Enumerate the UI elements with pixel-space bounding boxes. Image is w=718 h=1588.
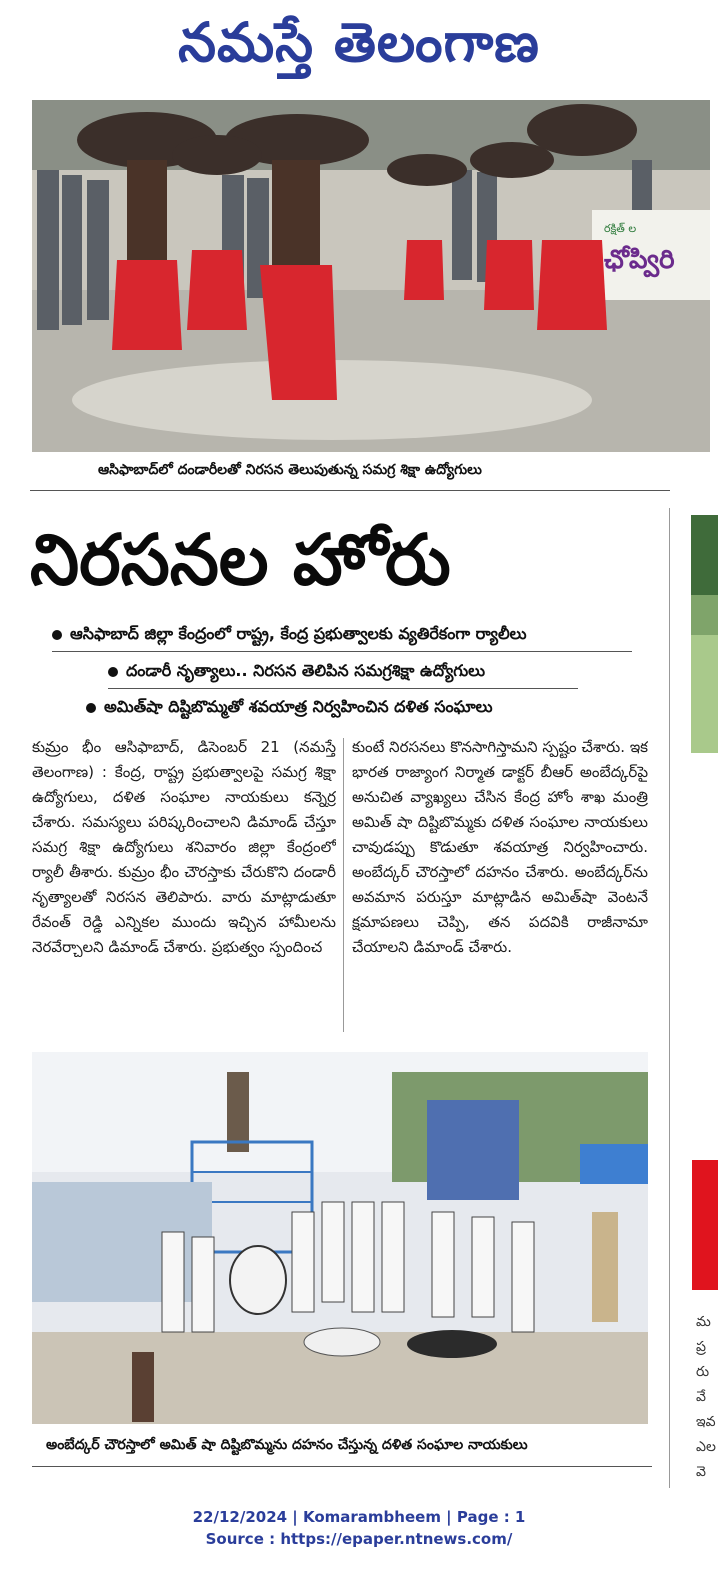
bullet-icon — [108, 667, 118, 677]
bottom-photo — [32, 1052, 648, 1424]
fragment-line: వె — [696, 1464, 706, 1480]
subhead-2 — [108, 661, 485, 684]
fragment-line: ఎల — [696, 1439, 716, 1455]
article-column-1: కుమ్రం భీం ఆసిఫాబాద్, డిసెంబర్ 21 (నమస్తే తెలంగాణ) : కేంద్ర, రాష్ట్ర ప్రభుత్వాలపై సమగ్ర శిక్షా ఉద్యోగులు, దళిత సంఘాల నాయకులు కన్నెర్ర చేశారు. సమస్యలు పరిష్కరించాలని డిమాండ్ చేస్తూ సమగ్ర శిక్షా ఉద్యోగులు శనివారం జిల్లా కేంద్రంలో ర్యాలీ తీశారు. కుమ్రం భీం చౌరస్తాకు చేరుకొని దండారీ నృత్యాలతో నిరసన తెలిపారు. వారు మాట్లాడుతూ రేవంత్ రెడ్డి ఎన్నికల ముందు ఇచ్చిన హామీలను నెరవేర్చాలని డిమాండ్ చేశారు. ప్రభుత్వం స్పందించ — [32, 738, 336, 956]
top-photo — [32, 100, 710, 452]
subhead-divider-2 — [108, 688, 578, 689]
adjacent-red-banner — [692, 1160, 718, 1290]
masthead-title: నమస్తే తెలంగాణ — [178, 10, 540, 74]
subhead-3 — [86, 697, 493, 720]
dancers-photo — [32, 100, 710, 452]
masthead — [0, 0, 718, 96]
top-photo-caption: ఆసిఫాబాద్‌లో దండారీలతో నిరసన తెలుపుతున్న సమగ్ర శిక్షా ఉద్యోగులు — [98, 462, 482, 478]
footer-date-page: 22/12/2024 | Komarambheem | Page : 1 — [192, 1508, 526, 1526]
subhead-divider-1 — [52, 651, 632, 652]
fragment-line: రు — [696, 1364, 710, 1380]
subhead-1 — [52, 624, 527, 647]
right-column-rule — [669, 508, 670, 1488]
fragment-line: మ — [696, 1314, 711, 1330]
banner-text: ఛోప్విరి — [604, 245, 675, 275]
adjacent-photo-image — [691, 515, 718, 753]
footer-source-link[interactable]: Source : https://epaper.ntnews.com/ — [205, 1530, 513, 1548]
bullet-icon — [86, 703, 96, 713]
bottom-photo-caption: అంబేద్కర్ చౌరస్తాలో అమిత్ షా దిష్టిబొమ్మను దహనం చేస్తున్న దళిత సంఘాల నాయకులు — [46, 1437, 528, 1453]
banner-small-text: రక్షిత్ ల — [604, 222, 637, 235]
subhead-2-text: దండారీ నృత్యాలు.. నిరసన తెలిపిన సమగ్రశిక్షా ఉద్యోగులు — [126, 661, 486, 680]
article-column-2: కుంటే నిరసనలు కొనసాగిస్తామని స్పష్టం చేశారు. ఇక భారత రాజ్యాంగ నిర్మాత డాక్టర్ బీఆర్ అంబేద్కర్‌పై అనుచిత వ్యాఖ్యలు చేసిన కేంద్ర హోం శాఖ మంత్రి అమిత్ షా దిష్టిబొమ్మకు దళిత సంఘాల నాయకులు చావుడప్పు కొడుతూ శవయాత్ర నిర్వహించారు. అంబేద్కర్ చౌరస్తాలో దహనం చేశారు. అంబేద్కర్‌ను అవమాన పరుస్తూ మాట్లాడిన అమిత్‌షా వెంటనే క్షమాపణలు చెప్పి, తన పదవికి రాజీనామా చేయాలని డిమాండ్ చేశారు. — [352, 738, 648, 956]
column-divider — [343, 738, 344, 1032]
adjacent-article-fragments — [696, 1310, 718, 1490]
subhead-3-text: అమిత్‌షా దిష్టిబొమ్మతో శవయాత్ర నిర్వహించిన దళిత సంఘాలు — [104, 697, 493, 716]
bottom-divider — [32, 1466, 652, 1467]
fragment-line: ప్ర — [696, 1339, 706, 1355]
fragment-line: ఇవ — [696, 1414, 716, 1430]
bullet-icon — [52, 630, 62, 640]
caption-divider — [30, 490, 670, 491]
article-headline: నిరసనల హోరు — [30, 520, 451, 600]
effigy-photo — [32, 1052, 648, 1424]
adjacent-photo — [691, 515, 718, 753]
fragment-line: వే — [696, 1389, 706, 1405]
subhead-1-text: ఆసిఫాబాద్ జిల్లా కేంద్రంలో రాష్ట్ర, కేంద్ర ప్రభుత్వాలకు వ్యతిరేకంగా ర్యాలీలు — [70, 624, 527, 643]
